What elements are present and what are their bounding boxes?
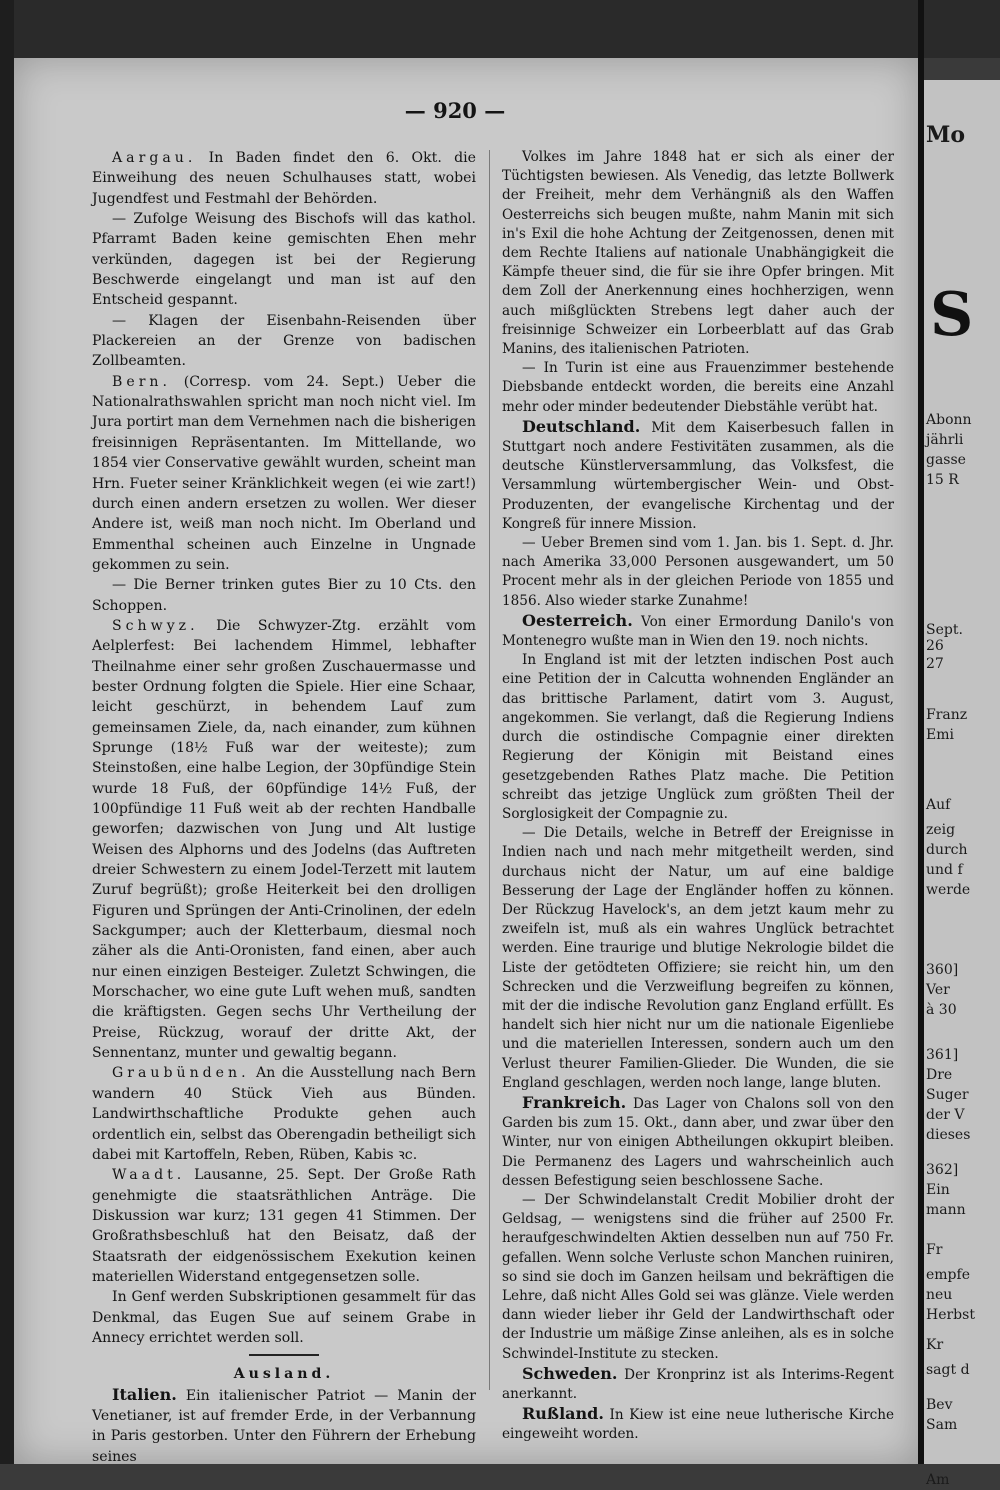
- paragraph-text: Mit dem Kaiserbesuch fallen in Stuttgart noch andere Festivitäten zusammen, als die deutsche Künstlerversammlung, das Volksfest, die Versammlung würtembergischer Wein- und Obst-Produzenten, der evangelische Kirchentag und der Kongreß für innere Mission.: [502, 419, 894, 532]
- adjacent-page-fragment: Franz: [926, 707, 968, 723]
- article-paragraph: [502, 417, 894, 534]
- paragraph-text: An die Ausstellung nach Bern wandern 40 Stück Vieh aus Bünden. Landwirthschaftliche Produkte gehen auch ordentlich ein, selbst das Oberengadin betheiligt sich dabei mit Kartoffeln, Reben, Rüben, Kabis ꝛc.: [92, 1065, 476, 1163]
- adjacent-page-fragment: mann: [926, 1202, 966, 1218]
- adjacent-page-fragment: 26: [926, 638, 944, 654]
- paragraph-text: — Zufolge Weisung des Bischofs will das kathol. Pfarramt Baden keine gemischten Ehen mehr verkünden, dagegen ist bei der Regierung Beschwerde eingelangt und man ist auf den Entscheid gespannt.: [92, 211, 476, 309]
- adjacent-page-fragment: Dre: [926, 1067, 953, 1083]
- adjacent-page-fragment: und f: [926, 862, 963, 878]
- paragraph-text: In England ist mit der letzten indischen Post auch eine Petition der in Calcutta wohnenden Engländer an das brittische Parlament, datirt vom 3. August, angekommen. Sie verlangt, daß die Regierung Indiens durch die ostindische Compagnie einer direkten Regierung der Königin mit Beistand eines gesetzgebenden Rathes Platz mache. Die Petition schreibt das jetzige Unglück zum größten Theil der Sorglosigkeit der Compagnie zu.: [502, 652, 894, 822]
- right-column: [502, 148, 894, 1445]
- paragraph-text: — Die Details, welche in Betreff der Ereignisse in Indien nach und nach mehr mitgetheilt werden, sind durchaus nicht der Natur, um auf eine baldige Besserung der Lage der Engländer hoffen zu können. Der Rückzug Havelock's, an dem jetzt kaum mehr zu zweifeln ist, muß als ein wahres Unglück betrachtet werden. Eine traurige und blutige Nekrologie bildet die Liste der getödteten Offiziere; sie reicht hin, um den Schrecken und die Verzweiflung begreifen zu können, mit der die indische Revolution ganz England erfüllt. Es handelt sich hier nicht nur um die nationale Eigenliebe und die materiellen Interessen, sondern auch um den Verlust theurer Familien-Glieder. Die Wunden, die sie England geschlagen, werden noch lange, lange bluten.: [502, 825, 894, 1091]
- article-paragraph: [502, 824, 894, 1093]
- article-paragraph: [92, 1385, 476, 1467]
- paragraph-text: — Klagen der Eisenbahn-Reisenden über Plackereien an der Grenze von badischen Zollbeamten.: [92, 312, 476, 370]
- article-paragraph: [502, 1191, 894, 1364]
- adjacent-page-fragment: empfe: [926, 1267, 970, 1283]
- section-lead: Waadt.: [112, 1167, 186, 1184]
- article-paragraph: [92, 616, 476, 1064]
- article-paragraph: [92, 372, 476, 575]
- paragraph-text: In Baden findet den 6. Okt. die Einweihung des neuen Schulhauses statt, wobei Jugendfest und Festmahl der Behörden.: [92, 150, 476, 207]
- section-lead: Bern.: [112, 373, 171, 390]
- adjacent-page-fragment: Mo: [926, 122, 966, 148]
- left-column: [92, 148, 476, 1467]
- paragraph-text: — Die Berner trinken gutes Bier zu 10 Cts. den Schoppen.: [92, 577, 476, 614]
- article-paragraph: [502, 651, 894, 824]
- adjacent-page-fragment: dieses: [926, 1127, 971, 1143]
- adjacent-page-fragment: Bev: [926, 1397, 953, 1413]
- adjacent-page-fragment: S: [930, 280, 974, 350]
- article-paragraph: [502, 148, 894, 359]
- section-lead: Schwyz.: [112, 617, 199, 634]
- adjacent-page-fragment: gasse: [926, 452, 966, 468]
- article-paragraph: [92, 311, 476, 372]
- adjacent-page-fragment: 360]: [926, 962, 959, 978]
- adjacent-page-fragment: 361]: [926, 1047, 959, 1063]
- paragraph-text: (Corresp. vom 24. Sept.) Ueber die Nationalrathswahlen spricht man noch nicht viel. Im Jura portirt man dem Vernehmen nach die bisherigen freisinnigen Repräsentanten. Im Mittellande, wo 1854 vier Conservative gewählt wurden, scheint man Hrn. Fueter seiner Kränklichkeit wegen (ei wie zart!) durch einen andern ersetzen zu wollen. Wer dieser Andere ist, weiß man noch nicht. Im Oberland und Emmenthal scheinen auch Einzelne in Ungnade gekommen zu sein.: [92, 373, 476, 573]
- article-paragraph: [502, 359, 894, 417]
- section-lead: Italien.: [112, 1384, 177, 1404]
- article-paragraph: [502, 1364, 894, 1404]
- article-paragraph: [502, 611, 894, 651]
- paragraph-text: In Kiew ist eine neue lutherische Kirche eingeweiht worden.: [502, 1407, 894, 1443]
- adjacent-page-fragment: Kr: [926, 1337, 944, 1353]
- adjacent-page-fragment: 27: [926, 656, 944, 672]
- article-paragraph: [502, 1404, 894, 1444]
- adjacent-page-fragment: jährli: [926, 432, 964, 448]
- ausland-heading: Ausland.: [233, 1366, 335, 1383]
- article-paragraph: [92, 209, 476, 311]
- adjacent-page-fragment: Abonn: [926, 412, 972, 428]
- article-paragraph: [92, 1063, 476, 1165]
- adjacent-page-fragment: sagt d: [926, 1362, 970, 1378]
- section-lead: Rußland.: [522, 1404, 604, 1424]
- adjacent-page-fragment: durch: [926, 842, 968, 858]
- paragraph-text: — Der Schwindelanstalt Credit Mobilier droht der Geldsag, — wenigstens sind die früher auf 2500 Fr. heraufgeschwindelten Aktien desselben nun auf 750 Fr. gefallen. Wenn solche Verluste schon Manchen ruiniren, so sind sie doch im Ganzen heilsam und bekräftigen die Lehre, daß nicht Alles Gold sei was glänze. Viele werden dann wieder lieber ihr Geld der Landwirthschaft oder der Industrie um mäßige Zinse anleihen, als es in solche Schwindel-Institute zu stecken.: [502, 1191, 894, 1362]
- article-paragraph: [92, 148, 476, 209]
- scan-left-edge: [0, 0, 14, 1464]
- adjacent-page-edge: [924, 80, 1000, 1488]
- section-lead: Deutschland.: [522, 416, 641, 436]
- adjacent-page-fragment: Am: [926, 1472, 950, 1488]
- section-lead: Aargau.: [112, 150, 197, 166]
- scan-top-border: [0, 0, 1000, 58]
- section-lead: Oesterreich.: [522, 610, 633, 630]
- article-paragraph: [502, 1093, 894, 1191]
- adjacent-page-fragment: neu: [926, 1287, 953, 1303]
- column-divider: [489, 150, 490, 1390]
- paragraph-text: — Ueber Bremen sind vom 1. Jan. bis 1. Sept. d. Jhr. nach Amerika 33,000 Personen ausgewandert, um 50 Procent mehr als in der gleichen Periode von 1855 und 1856. Also wieder starke Zunahme!: [502, 535, 894, 609]
- adjacent-page-fragment: der V: [926, 1107, 965, 1123]
- section-lead: Frankreich.: [522, 1092, 627, 1112]
- adjacent-page-fragment: Emi: [926, 727, 954, 743]
- adjacent-page-fragment: zeig: [926, 822, 956, 838]
- article-paragraph: [92, 1165, 476, 1287]
- adjacent-page-fragment: Herbst: [926, 1307, 975, 1323]
- article-paragraph: [92, 575, 476, 616]
- section-lead: Schweden.: [522, 1363, 618, 1383]
- paragraph-text: Von einer Ermordung Danilo's von Montenegro wußte man in Wien den 19. noch nichts.: [502, 613, 894, 650]
- paragraph-text: — In Turin ist eine aus Frauenzimmer bestehende Diebsbande entdeckt worden, die bereits eine Anzahl mehr oder minder bedeutender Diebstähle verübt hat.: [502, 360, 894, 415]
- article-paragraph: [92, 1287, 476, 1348]
- section-lead: Graubünden.: [112, 1065, 250, 1082]
- section-rule: [249, 1354, 319, 1356]
- adjacent-page-fragment: 15 R: [926, 472, 959, 488]
- paragraph-text: Volkes im Jahre 1848 hat er sich als einer der Tüchtigsten bewiesen. Als Venedig, das letzte Bollwerk der Freiheit, mehr dem Verhängniß als den Waffen Oesterreichs sich beugen mußte, nahm Manin mit sich in's Exil die hohe Achtung der Zeitgenossen, denen mit dem Rechte Italiens auf nationale Unabhängigkeit die Kämpfe theuer sind, die für sie ihre Opfer bringen. Mit dem Zoll der Anerkennung eines hochherzigen, wenn auch mißglückten Strebens legt daher auch der freisinnige Schweizer ein Lorbeerblatt auf das Grab Manins, des italienischen Patrioten.: [502, 149, 894, 358]
- page-number: — 920 —: [404, 98, 506, 123]
- adjacent-page-fragment: Fr: [926, 1242, 943, 1258]
- adjacent-page-fragment: à 30: [926, 1002, 957, 1018]
- adjacent-page-fragment: Ver: [926, 982, 950, 998]
- adjacent-page-fragment: werde: [926, 882, 971, 898]
- adjacent-page-fragment: Suger: [926, 1087, 969, 1103]
- adjacent-page-fragment: 362]: [926, 1162, 959, 1178]
- paragraph-text: In Genf werden Subskriptionen gesammelt für das Denkmal, das Eugen Sue auf seinem Grabe in Annecy errichtet werden soll.: [92, 1289, 476, 1346]
- adjacent-page-fragment: Ein: [926, 1182, 950, 1198]
- paragraph-text: Der Kronprinz ist als Interims-Regent anerkannt.: [502, 1366, 894, 1402]
- paragraph-text: Die Schwyzer-Ztg. erzählt vom Aelplerfest: Bei lachendem Himmel, lebhafter Theilnahme einer sehr großen Zuschauermasse und bester Ordnung folgten die Spiele. Hier eine Schaar, leicht geschürzt, in behendem Lauf zum gemeinsamen Ziele, da, nach einander, zum kühnen Sprunge (18½ Fuß war der weiteste); zum Steinstoßen, eine halbe Legion, der 30pfündige Stein wurde 18 Fuß, der 60pfündige 14½ Fuß, der 100pfündige 11 Fuß weit ab der rechten Handballe geworfen; dazwischen von Jung und Alt lustige Weisen des Alphorns und des Jodelns (das Auftreten dreier Schwestern zu einem Jodel-Terzett mit lautem Zuruf begrüßt); große Heiterkeit bei den drolligen Figuren und Sprüngen der Anti-Crinolinen, der edeln Sackgumper; auch der Kletterbaum, diesmal noch zäher als die Anti-Oronisten, fand einen, aber auch nur einen einzigen Besteiger. Zuletzt Schwingen, die Morschacher, wo eine gute Luft wehen muß, sandten die kräftigsten. Gegen sechs Uhr Vertheilung der Preise, Rückzug, worauf der dritte Akt, der Sennentanz, munter und gewaltig begann.: [92, 617, 476, 1062]
- adjacent-page-fragment: Sam: [926, 1417, 958, 1433]
- adjacent-page-fragment: Auf: [926, 797, 951, 813]
- paragraph-text: Ein italienischer Patriot — Manin der Venetianer, ist auf fremder Erde, in der Verbannung in Paris gestorben. Unter den Führern der Erhebung seines: [92, 1387, 476, 1465]
- adjacent-page-fragment: Sept.: [926, 622, 963, 638]
- paragraph-text: Das Lager von Chalons soll von den Garden bis zum 15. Okt., dann aber, und zwar über den Winter, nur von einigen Abtheilungen okkupirt bleiben. Die Permanenz des Lagers und wahrscheinlich auch dessen Befestigung seien beschlossene Sache.: [502, 1095, 894, 1189]
- paragraph-text: Lausanne, 25. Sept. Der Große Rath genehmigte die staatsräthlichen Anträge. Die Diskussion war kurz; 131 gegen 41 Stimmen. Der Großrathsbeschluß hat den Beisatz, daß der Staatsrath der eidgenössischem Exekution keinen materiellen Widerstand entgegensetzen solle.: [92, 1167, 476, 1285]
- article-paragraph: [502, 534, 894, 611]
